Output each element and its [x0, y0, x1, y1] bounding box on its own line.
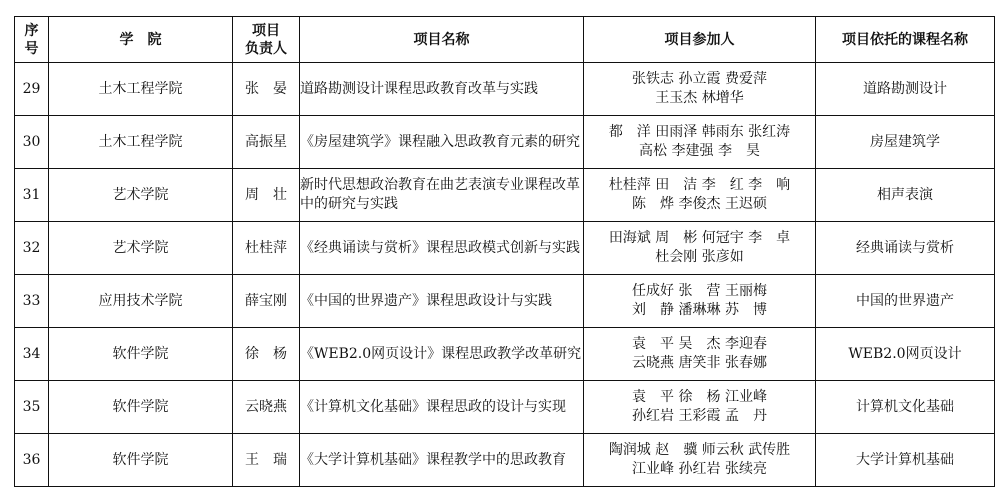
header-course: 项目依托的课程名称 — [816, 17, 995, 63]
row-project-name: 《WEB2.0网页设计》课程思政教学改革研究 — [300, 328, 584, 381]
participants-line: 都 洋 田雨泽 韩雨东 张红涛 — [608, 124, 791, 140]
row-project-name: 《房屋建筑学》课程融入思政教育元素的研究 — [300, 116, 584, 169]
row-leader: 高振星 — [233, 116, 300, 169]
row-no: 30 — [15, 116, 49, 169]
row-leader: 王 瑞 — [233, 434, 300, 487]
row-course: 道路勘测设计 — [816, 63, 995, 116]
row-participants — [584, 63, 816, 116]
row-course: 房屋建筑学 — [816, 116, 995, 169]
row-course: WEB2.0网页设计 — [816, 328, 995, 381]
header-project-name: 项目名称 — [300, 17, 584, 63]
row-leader: 周 壮 — [233, 169, 300, 222]
row-no: 29 — [15, 63, 49, 116]
participants-line: 云晓燕 唐笑非 张春娜 — [632, 355, 767, 371]
table-row — [15, 434, 995, 487]
row-no: 34 — [15, 328, 49, 381]
table-row — [15, 116, 995, 169]
participants-line: 江业峰 孙红岩 张续亮 — [632, 461, 767, 477]
row-project-name: 新时代思想政治教育在曲艺表演专业课程改革中的研究与实践 — [300, 169, 584, 222]
row-project-name: 《大学计算机基础》课程教学中的思政教育 — [300, 434, 584, 487]
row-no: 32 — [15, 222, 49, 275]
row-college: 土木工程学院 — [49, 63, 233, 116]
row-participants — [584, 328, 816, 381]
row-project-name: 道路勘测设计课程思政教育改革与实践 — [300, 63, 584, 116]
row-college: 软件学院 — [49, 434, 233, 487]
row-college: 软件学院 — [49, 381, 233, 434]
header-no: 序 号 — [15, 17, 49, 63]
row-project-name: 《计算机文化基础》课程思政的设计与实现 — [300, 381, 584, 434]
row-college: 艺术学院 — [49, 169, 233, 222]
row-participants — [584, 169, 816, 222]
row-no: 31 — [15, 169, 49, 222]
row-leader: 张 晏 — [233, 63, 300, 116]
row-course: 相声表演 — [816, 169, 995, 222]
header-leader: 项目 负责人 — [233, 17, 300, 63]
header-participants: 项目参加人 — [584, 17, 816, 63]
table-row — [15, 275, 995, 328]
row-project-name: 《中国的世界遗产》课程思政设计与实践 — [300, 275, 584, 328]
participants-line: 高松 李建强 李 昊 — [639, 143, 760, 159]
participants-line: 王玉杰 林增华 — [655, 90, 744, 106]
table-row — [15, 169, 995, 222]
row-leader: 云晓燕 — [233, 381, 300, 434]
table-row — [15, 381, 995, 434]
participants-line: 杜会刚 张彦如 — [655, 249, 744, 265]
participants-line: 田海斌 周 彬 何冠宇 李 卓 — [608, 230, 791, 246]
row-participants — [584, 275, 816, 328]
row-college: 软件学院 — [49, 328, 233, 381]
row-course: 大学计算机基础 — [816, 434, 995, 487]
row-college: 艺术学院 — [49, 222, 233, 275]
row-leader: 杜桂萍 — [233, 222, 300, 275]
project-table — [14, 16, 995, 487]
table-row — [15, 222, 995, 275]
row-no: 35 — [15, 381, 49, 434]
table-row — [15, 328, 995, 381]
row-course: 经典诵读与赏析 — [816, 222, 995, 275]
row-participants — [584, 381, 816, 434]
header-row — [15, 17, 995, 63]
participants-line: 袁 平 徐 杨 江业峰 — [632, 389, 767, 405]
participants-line: 孙红岩 王彩霞 孟 丹 — [632, 408, 767, 424]
row-no: 33 — [15, 275, 49, 328]
row-participants — [584, 434, 816, 487]
row-leader: 薛宝刚 — [233, 275, 300, 328]
participants-line: 刘 静 潘琳琳 苏 博 — [632, 302, 767, 318]
table-row — [15, 63, 995, 116]
row-project-name: 《经典诵读与赏析》课程思政模式创新与实践 — [300, 222, 584, 275]
row-participants — [584, 116, 816, 169]
participants-line: 陶润城 赵 骥 师云秋 武传胜 — [608, 442, 791, 458]
participants-line: 张铁志 孙立霞 费爱萍 — [632, 71, 767, 87]
row-course: 中国的世界遗产 — [816, 275, 995, 328]
row-leader: 徐 杨 — [233, 328, 300, 381]
row-course: 计算机文化基础 — [816, 381, 995, 434]
row-college: 应用技术学院 — [49, 275, 233, 328]
row-participants — [584, 222, 816, 275]
participants-line: 袁 平 吴 杰 李迎春 — [632, 336, 767, 352]
row-no: 36 — [15, 434, 49, 487]
participants-line: 任成好 张 营 王丽梅 — [632, 283, 767, 299]
row-college: 土木工程学院 — [49, 116, 233, 169]
participants-line: 杜桂萍 田 洁 李 红 李 响 — [608, 177, 791, 193]
header-college: 学 院 — [49, 17, 233, 63]
participants-line: 陈 烨 李俊杰 王迟硕 — [632, 196, 767, 212]
